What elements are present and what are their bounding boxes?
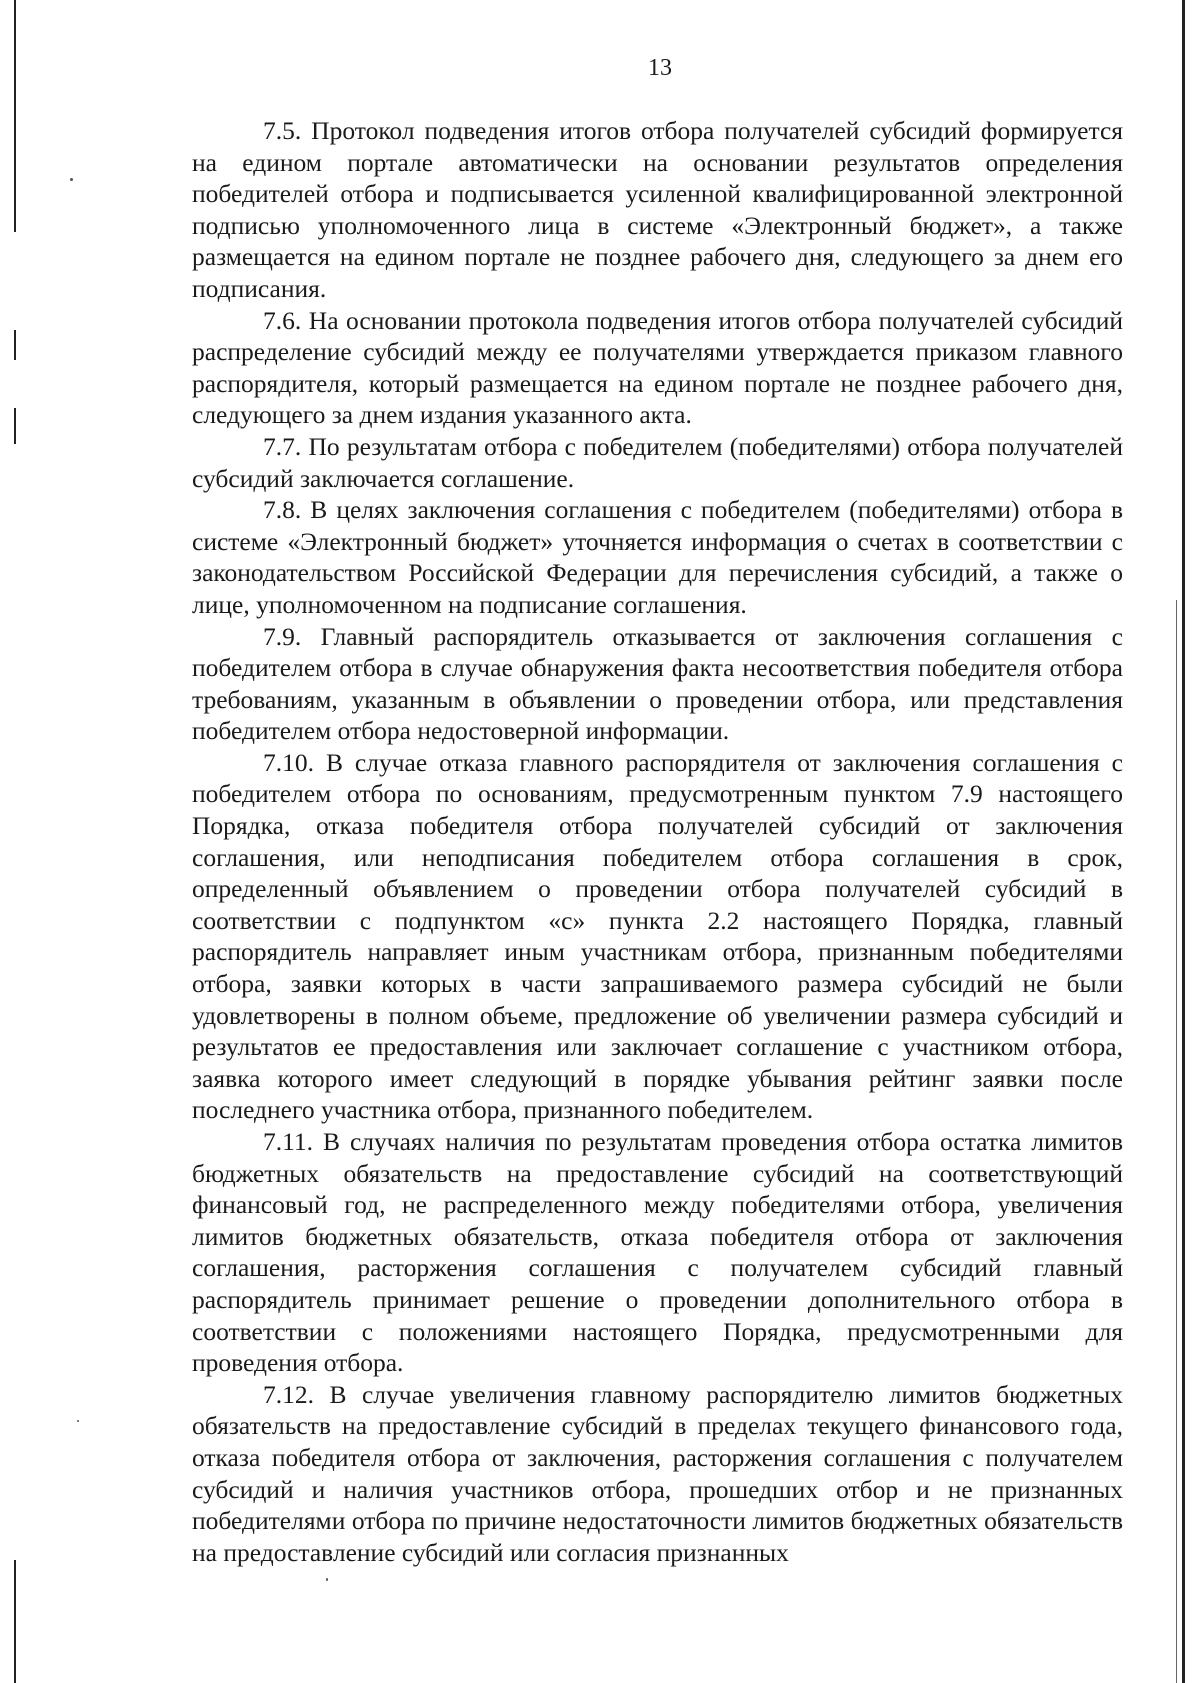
- scan-edge-left: [14, 330, 16, 360]
- scan-edge-left: [14, 0, 16, 232]
- page-number: 13: [648, 55, 672, 81]
- paragraph-7-5: 7.5. Протокол подведения итогов отбора получателей субсидий формируется на едином портале автоматически на основании результатов определения победителей отбора и подписывается усиленной квалифицированной электронной подписью уполномоченного лица в системе «Электронный бюджет», а также размещается на едином портале не позднее рабочего дня, следующего за днем его подписания.: [192, 116, 1123, 303]
- scan-edge-right: [1182, 0, 1185, 1683]
- paragraph-7-8: 7.8. В целях заключения соглашения с победителем (победителями) отбора в системе «Электронный бюджет» уточняется информация о счетах в соответствии с законодательством Российской Федерации для перечисления субсидий, а также о лице, уполномоченном на подписание соглашения.: [192, 495, 1123, 619]
- scan-speck: [326, 1578, 328, 1581]
- scan-speck: [77, 1420, 79, 1422]
- paragraph-7-6: 7.6. На основании протокола подведения итогов отбора получателей субсидий распределение субсидий между ее получателями утверждается приказом главного распорядителя, который размещается на едином портале не позднее рабочего дня, следующего за днем издания указанного акта.: [192, 305, 1123, 430]
- paragraph-7-7: 7.7. По результатам отбора с победителем (победителями) отбора получателей субсидий заключается соглашение.: [192, 431, 1123, 493]
- paragraph-7-9: 7.9. Главный распорядитель отказывается от заключения соглашения с победителем отбора в случае обнаружения факта несоответствия победителя отбора требованиям, указанным в объявлении о проведении отбора, или представления победителем отбора недостоверной информации.: [192, 621, 1123, 746]
- scan-edge-right-inner: [1176, 600, 1177, 1683]
- scan-edge-left: [14, 408, 16, 444]
- scan-speck: [70, 178, 73, 181]
- paragraph-7-12: 7.12. В случае увеличения главному распорядителю лимитов бюджетных обязательств на предоставление субсидий в пределах текущего финансового года, отказа победителя отбора от заключения, расторжения соглашения с получателем субсидий и наличия участников отбора, прошедших отбор и не признанных победителями отбора по причине недостаточности лимитов бюджетных обязательств на предоставление субсидий или согласия признанных: [192, 1379, 1123, 1567]
- document-body: [192, 115, 1123, 1568]
- scan-edge-left: [14, 1560, 16, 1683]
- paragraph-7-10: 7.10. В случае отказа главного распорядителя от заключения соглашения с победителем отбора по основаниям, предусмотренным пунктом 7.9 настоящего Порядка, отказа победителя отбора получателей субсидий от заключения соглашения, или неподписания победителем отбора соглашения в срок, определенный объявлением о проведении отбора получателей субсидий в соответствии с подпунктом «с» пункта 2.2 настоящего Порядка, главный распорядитель направляет иным участникам отбора, признанным победителями отбора, заявки которых в части запрашиваемого размера субсидий не были удовлетворены в полном объеме, предложение об увеличении размера субсидий и результатов ее предоставления или заключает соглашение с участником отбора, заявка которого имеет следующий в порядке убывания рейтинг заявки после последнего участника отбора, признанного победителем.: [192, 747, 1123, 1125]
- paragraph-7-11: 7.11. В случаях наличия по результатам проведения отбора остатка лимитов бюджетных обязательств на предоставление субсидий на соответствующий финансовый год, не распределенного между победителями отбора, увеличения лимитов бюджетных обязательств, отказа победителя отбора от заключения соглашения, расторжения соглашения с получателем субсидий главный распорядитель принимает решение о проведении дополнительного отбора в соответствии с положениями настоящего Порядка, предусмотренными для проведения отбора.: [192, 1127, 1123, 1378]
